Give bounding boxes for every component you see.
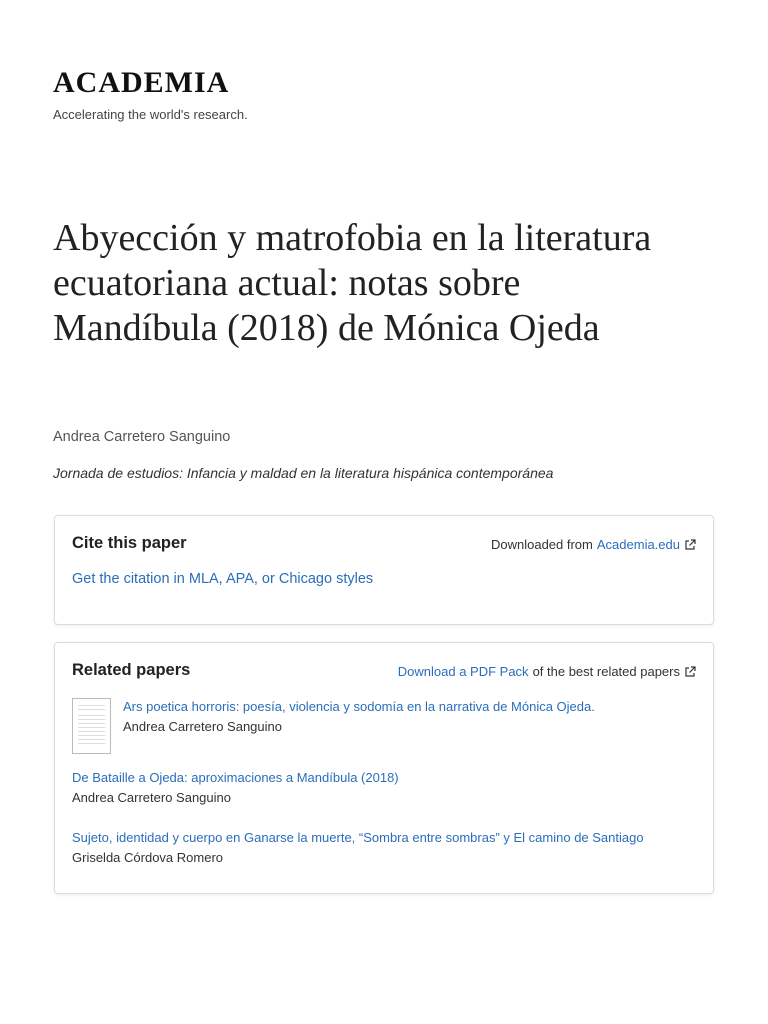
related-paper-title[interactable]: De Bataille a Ojeda: aproximaciones a Mandíbula (2018) [72,770,399,785]
downloaded-prefix: Downloaded from [490,537,593,552]
download-pdf-pack-link[interactable]: Download a PDF Pack [397,664,529,679]
paper-title: Abyección y matrofobia en la literatura ecuatoriana actual: notas sobre Mandíbula (2018) de Mónica Ojeda [53,217,652,349]
related-paper-title[interactable]: Sujeto, identidad y cuerpo en Ganarse la muerte, “Sombra entre sombras” y El camino de Santiago [72,830,644,845]
paper-author: Andrea Carretero Sanguino [53,429,231,445]
academia-logo[interactable]: ACADEMIA [53,66,230,99]
list-item [123,699,595,734]
cite-card [54,515,714,625]
paper-thumbnail[interactable] [72,698,111,754]
related-paper-author: Andrea Carretero Sanguino [72,790,231,805]
related-papers-card [54,642,714,894]
list-item [72,830,644,865]
cite-heading: Cite this paper [72,534,187,552]
external-link-icon[interactable] [684,539,696,551]
citation-link[interactable]: Get the citation in MLA, APA, or Chicago styles [72,571,374,587]
download-pack [398,664,696,679]
related-heading: Related papers [72,661,191,679]
related-paper-author: Griselda Córdova Romero [72,850,224,865]
related-paper-author: Andrea Carretero Sanguino [123,719,282,734]
download-suffix: of the best related papers [532,664,680,679]
academia-link[interactable]: Academia.edu [596,537,680,552]
list-item [72,770,399,805]
downloaded-from [491,537,696,552]
paper-venue: Jornada de estudios: Infancia y maldad en la literatura hispánica contemporánea [53,465,554,481]
related-paper-title[interactable]: Ars poetica horroris: poesía, violencia y sodomía en la narrativa de Mónica Ojeda. [123,699,595,714]
external-link-icon[interactable] [684,666,696,678]
tagline: Accelerating the world's research. [53,107,248,122]
